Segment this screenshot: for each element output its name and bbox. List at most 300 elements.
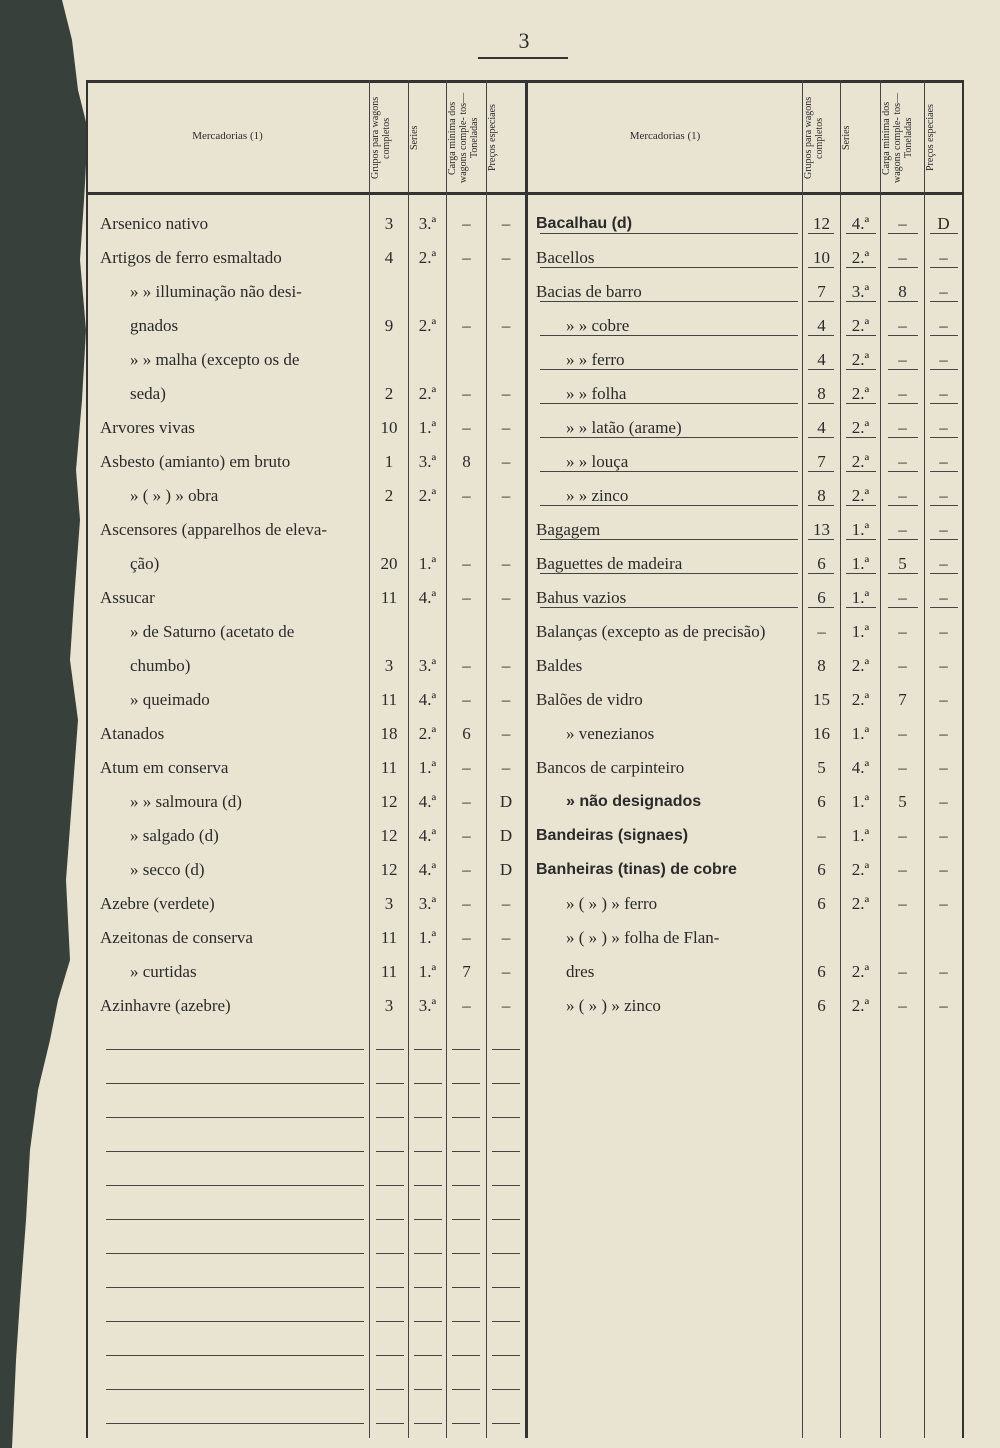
cell-load: – [898,316,907,335]
blank-rule [492,1151,520,1152]
cell-series: 2.ª [418,486,437,505]
torn-page-edge [0,0,92,1448]
blank-rule [846,369,876,370]
cell-special: – [501,724,511,743]
blank-rule [808,505,834,506]
goods-name: » salgado (d) [130,826,219,845]
cell-group: 4 [817,350,826,369]
blank-rule [414,1389,442,1390]
header-series-left: Series [409,125,420,151]
goods-name: » ( » ) » zinco [566,996,661,1015]
table-row [86,241,964,275]
cell-special: – [501,996,511,1015]
blank-rule [492,1321,520,1322]
blank-rule [808,437,834,438]
blank-rule [492,1049,520,1050]
cell-special: D [937,214,950,233]
cell-group: 11 [380,588,398,607]
cell-group: 20 [380,554,398,573]
cell-special: – [939,996,948,1015]
blank-rule [376,1389,404,1390]
cell-group: 6 [817,554,826,573]
cell-load: – [462,588,471,607]
table-row [86,955,964,989]
cell-special: – [939,248,948,267]
blank-rule [888,539,918,540]
cell-series: 2.ª [851,894,870,913]
blank-rule [846,573,876,574]
goods-name: Assucar [100,588,155,607]
cell-special: – [939,588,948,607]
blank-rule [452,1287,480,1288]
blank-rule [452,1151,480,1152]
cell-load: – [462,826,471,845]
cell-special: – [939,826,948,845]
blank-rule [540,301,798,302]
blank-rule [492,1219,520,1220]
cell-series: 1.ª [851,826,870,845]
goods-name: » » folha [566,384,627,403]
blank-rule [808,233,834,234]
goods-name: » » illuminação não desi- [130,282,302,301]
blank-rule [888,437,918,438]
blank-rule [452,1389,480,1390]
blank-rule [452,1355,480,1356]
blank-rule [888,369,918,370]
goods-name: » » salmoura (d) [130,792,242,811]
cell-series: 3.ª [418,656,437,675]
table-row [86,547,964,581]
blank-rule [540,573,798,574]
cell-group: 11 [380,962,398,981]
header-series-right: Series [841,125,852,151]
cell-special: – [939,860,948,879]
header-special-right: Preços especiaes [925,104,936,172]
blank-rule [540,539,798,540]
blank-rule [888,335,918,336]
blank-rule [846,471,876,472]
cell-load: 6 [462,724,471,743]
cell-group: 4 [384,248,394,267]
cell-special: D [499,860,513,879]
cell-load: – [462,384,471,403]
cell-series: 4.ª [418,826,437,845]
goods-name: Baldes [536,656,583,675]
goods-name: Azeitonas de conserva [100,928,253,947]
cell-group: 7 [817,282,826,301]
cell-load: 7 [898,690,907,709]
blank-rule [888,607,918,608]
table-row [86,581,964,615]
cell-special: – [939,690,948,709]
blank-rule [888,471,918,472]
cell-group: 11 [380,758,398,777]
blank-rule [376,1151,404,1152]
blank-rule [452,1423,480,1424]
blank-rule [930,539,958,540]
cell-special: – [501,758,511,777]
blank-rule [930,471,958,472]
blank-rule [808,335,834,336]
cell-special: – [501,316,511,335]
blank-rule [808,403,834,404]
cell-group: 6 [817,962,826,981]
blank-rule [106,1287,364,1288]
goods-name: » » zinco [566,486,629,505]
goods-name: Bacias de barro [536,282,642,301]
cell-special: D [499,826,513,845]
goods-name: Atanados [100,724,165,743]
table-row [86,887,964,921]
table-row [86,853,964,887]
cell-group: 18 [380,724,398,743]
cell-group: 6 [817,792,826,811]
cell-series: 3.ª [418,894,437,913]
blank-rule [540,335,798,336]
cell-load: – [462,996,471,1015]
cell-group: 6 [817,996,826,1015]
goods-name: Banheiras (tinas) de cobre [536,861,737,878]
table-row [86,683,964,717]
blank-rule [452,1321,480,1322]
blank-rule [106,1049,364,1050]
table-row [86,207,964,241]
blank-rule [888,233,918,234]
cell-load: – [898,486,907,505]
goods-name: » » louça [566,452,629,471]
blank-rule [808,607,834,608]
cell-load: – [462,486,471,505]
blank-rule [376,1321,404,1322]
blank-rule [414,1321,442,1322]
table-row [86,649,964,683]
cell-series: 2.ª [851,962,870,981]
blank-rule [808,301,834,302]
table-row [86,615,964,649]
blank-rule [808,573,834,574]
cell-group: 6 [817,894,826,913]
blank-rule [492,1253,520,1254]
goods-name: chumbo) [130,656,191,675]
cell-special [925,921,962,955]
cell-series: 1.ª [418,962,437,981]
cell-special: – [939,792,948,811]
cell-group: 12 [813,214,830,233]
goods-name: Bancos de carpinteiro [536,758,685,777]
blank-rule [888,573,918,574]
cell-group: 12 [380,826,398,845]
cell-load: – [898,996,907,1015]
cell-group: 7 [817,452,826,471]
cell-special: – [939,554,948,573]
table-row [86,411,964,445]
cell-special: – [939,758,948,777]
blank-rule [452,1219,480,1220]
goods-name: Ascensores (apparelhos de eleva- [100,520,328,539]
cell-group: 11 [380,690,398,709]
cell-series: 2.ª [418,248,437,267]
blank-rule [414,1355,442,1356]
header-groups-right: Grupos para wagons completos [803,96,825,180]
cell-series: 2.ª [418,316,437,335]
blank-rule [106,1151,364,1152]
cell-series: 2.ª [851,248,870,267]
cell-load: 5 [898,554,907,573]
header-groups-left: Grupos para wagons completos [370,96,392,180]
cell-series: 2.ª [418,384,437,403]
goods-name: Azinhavre (azebre) [100,996,231,1015]
cell-special: – [501,554,511,573]
cell-series: 2.ª [851,486,870,505]
blank-rule [106,1423,364,1424]
cell-load: – [898,758,907,777]
cell-group: 11 [380,928,398,947]
goods-name: Azebre (verdete) [100,894,215,913]
blank-rule [414,1423,442,1424]
table-row [86,479,964,513]
goods-name: ção) [130,554,160,573]
cell-load: – [898,724,907,743]
goods-name: » » latão (arame) [566,418,682,437]
blank-rule [846,233,876,234]
cell-load: 7 [462,962,471,981]
blank-rule [930,369,958,370]
cell-series: 3.ª [418,214,437,233]
goods-name: Baguettes de madeira [536,554,683,573]
header-min-load-left: Carga minima dos wagons comple- tos—Toneladas [447,93,480,183]
cell-special: D [499,792,513,811]
blank-rule [930,505,958,506]
blank-rule [930,267,958,268]
goods-name: » de Saturno (acetato de [130,622,295,641]
cell-group: 3 [384,214,394,233]
cell-group: 3 [384,894,394,913]
blank-rule [540,369,798,370]
blank-rule [930,437,958,438]
blank-rule [376,1355,404,1356]
cell-series: 4.ª [851,758,870,777]
cell-load: 8 [898,282,907,301]
blank-rule [414,1151,442,1152]
cell-load: – [898,350,907,369]
blank-rule [846,267,876,268]
blank-rule [452,1083,480,1084]
blank-rule [846,505,876,506]
cell-group: 1 [384,452,394,471]
goods-name: Balões de vidro [536,690,643,709]
cell-series: 2.ª [851,996,870,1015]
table-row [86,445,964,479]
goods-name: Balanças (excepto as de precisão) [536,622,766,641]
blank-rule [106,1355,364,1356]
blank-rule [888,403,918,404]
blank-rule [106,1219,364,1220]
cell-group: 10 [813,248,830,267]
blank-rule [376,1423,404,1424]
table-row [86,309,964,343]
blank-rule [888,301,918,302]
cell-special: – [939,452,948,471]
cell-group: 16 [813,724,830,743]
blank-rule [930,403,958,404]
cell-special: – [939,384,948,403]
blank-rule [846,301,876,302]
blank-rule [930,233,958,234]
cell-series: 3.ª [418,996,437,1015]
goods-name: Artigos de ferro esmaltado [100,248,282,267]
cell-series: 2.ª [851,656,870,675]
goods-name: » venezianos [566,724,655,743]
page-number: 3 [518,28,530,53]
goods-name: Asbesto (amianto) em bruto [100,452,291,471]
blank-rule [376,1049,404,1050]
cell-special: – [501,690,511,709]
cell-special: – [501,384,511,403]
goods-name: » » cobre [566,316,630,335]
blank-rule [376,1185,404,1186]
cell-special: – [501,962,511,981]
cell-load: – [462,248,471,267]
blank-rule [930,301,958,302]
blank-rule [846,437,876,438]
table-row [86,989,964,1023]
blank-rule [414,1287,442,1288]
header-min-load-right: Carga minima dos wagons comple- tos—Toneladas [881,93,914,183]
blank-rule [540,471,798,472]
blank-rule [452,1117,480,1118]
blank-rule [540,233,798,234]
cell-special: – [501,928,511,947]
cell-load: – [898,384,907,403]
cell-group: 2 [384,486,394,505]
goods-name: Bacellos [536,248,595,267]
cell-load: – [898,418,907,437]
cell-group: 12 [380,860,398,879]
blank-rule [846,539,876,540]
blank-rule [540,607,798,608]
table-row [86,785,964,819]
cell-series: 1.ª [418,418,437,437]
blank-rule [808,471,834,472]
blank-rule [930,573,958,574]
blank-rule [452,1049,480,1050]
goods-name: » ( » ) » ferro [566,894,658,913]
blank-rule [540,267,798,268]
table-row [86,377,964,411]
goods-name: Bahus vazios [536,588,627,607]
blank-rule [492,1423,520,1424]
cell-series: 1.ª [851,724,870,743]
blank-rule [492,1287,520,1288]
blank-rule [846,403,876,404]
cell-series: 1.ª [851,622,870,641]
cell-series: 2.ª [851,384,870,403]
blank-rule [540,403,798,404]
page-number-rule [478,57,568,59]
cell-special: – [939,316,948,335]
blank-rule [930,335,958,336]
goods-name: » ( » ) » folha de Flan- [566,928,720,947]
cell-series: 4.ª [418,588,437,607]
goods-name: dres [566,962,595,981]
cell-special: – [939,418,948,437]
goods-name: Bandeiras (signaes) [536,827,689,844]
blank-rule [888,267,918,268]
table-row [86,751,964,785]
goods-name: » curtidas [130,962,197,981]
cell-special: – [939,486,948,505]
cell-special: – [939,282,948,301]
cell-group: 8 [817,656,826,675]
blank-rule [106,1389,364,1390]
cell-special: – [501,452,511,471]
blank-rule [376,1253,404,1254]
blank-rule [492,1355,520,1356]
cell-load: – [898,826,907,845]
cell-series: 4.ª [418,860,437,879]
blank-rule [106,1083,364,1084]
cell-series: 1.ª [851,792,870,811]
cell-group: 8 [817,384,826,403]
freight-table [86,80,964,1438]
goods-name: gnados [130,316,179,335]
blank-rule [376,1219,404,1220]
blank-rule [106,1117,364,1118]
cell-load: – [898,588,907,607]
cell-group: 3 [384,656,394,675]
cell-special: – [501,248,511,267]
cell-special: – [501,486,511,505]
cell-special: – [501,214,511,233]
blank-rule [540,437,798,438]
cell-series: 2.ª [851,418,870,437]
cell-group: 8 [817,486,826,505]
cell-group: 6 [817,860,826,879]
cell-series: 2.ª [851,690,870,709]
cell-series: 4.ª [851,214,870,233]
cell-load: – [462,928,471,947]
goods-name: Bagagem [536,520,601,539]
cell-group: 2 [384,384,394,403]
cell-load: – [462,894,471,913]
cell-series: 1.ª [851,588,870,607]
cell-group: 3 [384,996,394,1015]
cell-series: 2.ª [851,452,870,471]
cell-group: 10 [380,418,398,437]
cell-load: 5 [898,792,907,811]
cell-series: 2.ª [851,316,870,335]
goods-name: seda) [130,384,166,403]
cell-special: – [501,588,511,607]
blank-rule [452,1253,480,1254]
blank-rule [376,1117,404,1118]
cell-group: 4 [817,316,826,335]
cell-group: 13 [813,520,830,539]
cell-load: – [462,860,471,879]
blank-rule [492,1185,520,1186]
cell-load: – [898,894,907,913]
cell-load: – [898,214,907,233]
cell-group [803,921,840,955]
table-row [86,343,964,377]
table-row [86,921,964,955]
blank-rule [808,267,834,268]
cell-special: – [939,622,948,641]
cell-load: – [462,214,471,233]
blank-rule [888,505,918,506]
goods-name: » não designados [566,793,702,810]
blank-rule [106,1321,364,1322]
